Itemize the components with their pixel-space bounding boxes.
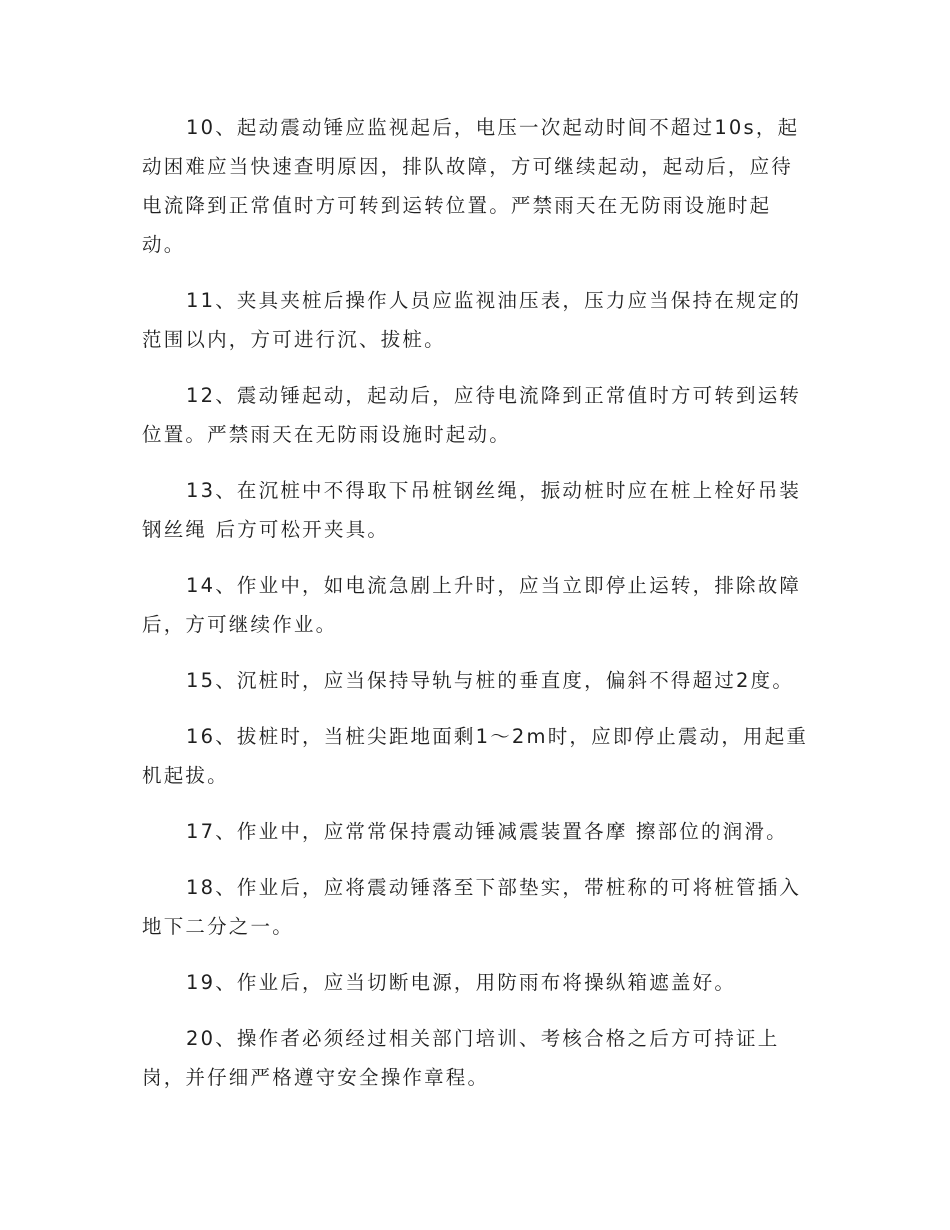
paragraph-18: 18、作业后，应将震动锤落至下部垫实，带桩称的可将桩管插入地下二分之一。 (142, 876, 802, 938)
paragraph-19: 19、作业后，应当切断电源，用防雨布将操纵箱遮盖好。 (186, 971, 737, 994)
paragraph-20: 20、操作者必须经过相关部门培训、考核合格之后方可持证上岗，并仔细严格遵守安全操作章程。 (142, 1027, 780, 1089)
paragraph-11: 11、夹具夹桩后操作人员应监视油压表，压力应当保持在规定的范围以内，方可进行沉、拔桩。 (142, 289, 802, 351)
paragraph-10: 10、起动震动锤应监视起后，电压一次起动时间不超过10s，起动困难应当快速查明原因，排队故障，方可继续起动，起动后，应待电流降到正常值时方可转到运转位置。严禁雨天在无防雨设施时起动。 (142, 116, 800, 256)
paragraph-15: 15、沉桩时，应当保持导轨与桩的垂直度，偏斜不得超过2度。 (186, 669, 795, 692)
paragraph-13: 13、在沉桩中不得取下吊桩钢丝绳，振动桩时应在桩上栓好吊装钢丝绳 后方可松开夹具。 (142, 479, 802, 541)
paragraph-17: 17、作业中，应常常保持震动锤减震装置各摩 擦部位的润滑。 (186, 820, 788, 843)
paragraph-12: 12、震动锤起动，起动后，应待电流降到正常值时方可转到运转位置。严禁雨天在无防雨设施时起动。 (142, 384, 802, 446)
paragraph-14: 14、作业中，如电流急剧上升时，应当立即停止运转，排除故障后，方可继续作业。 (142, 574, 802, 636)
document-body (142, 108, 810, 1114)
paragraph-16: 16、拔桩时，当桩尖距地面剩1～2m时，应即停止震动，用起重机起拔。 (142, 725, 809, 787)
